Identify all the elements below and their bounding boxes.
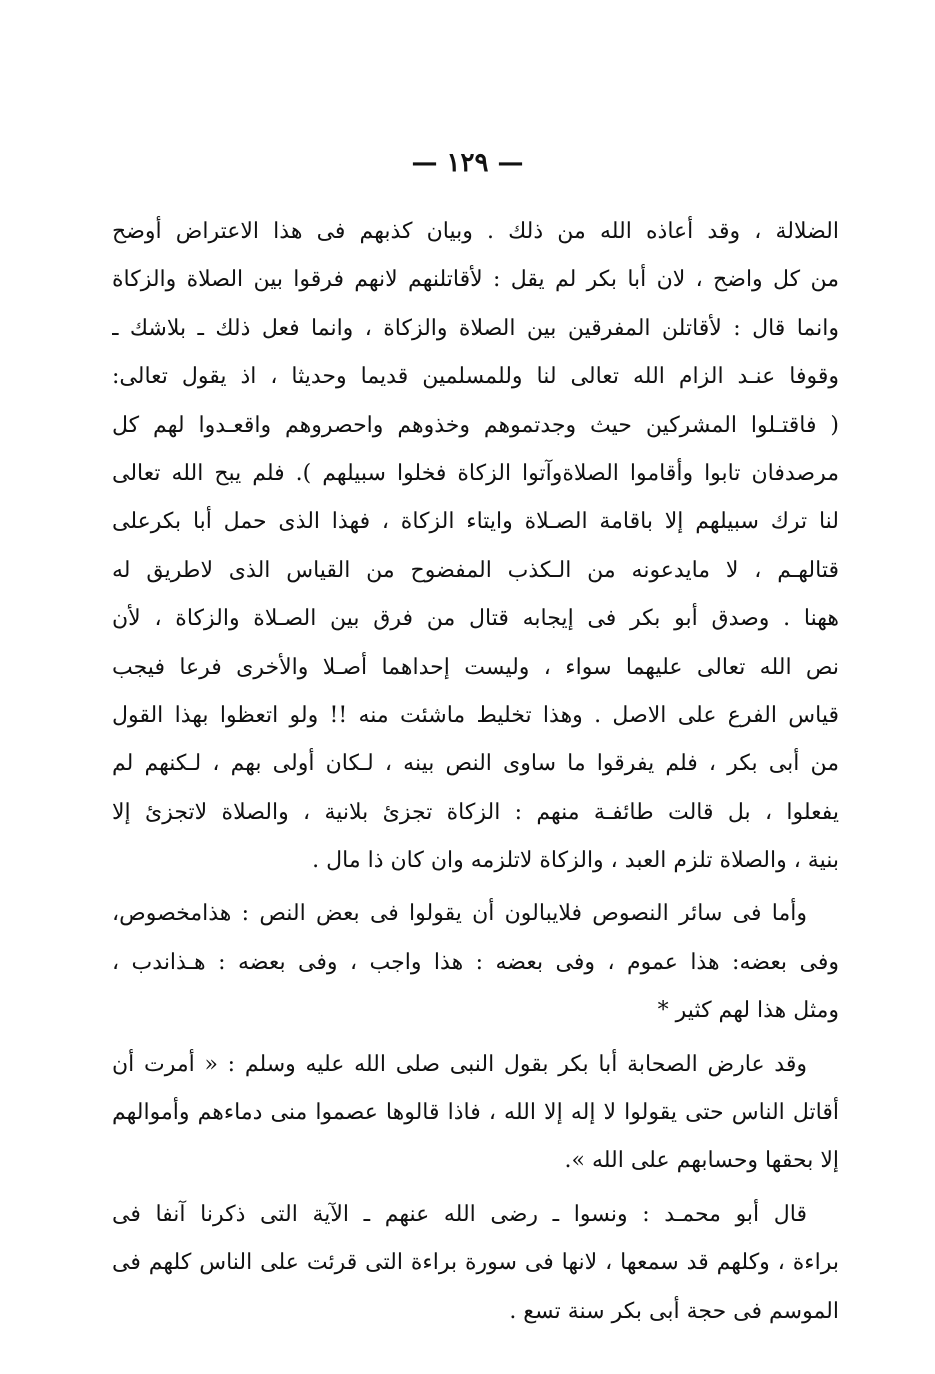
text-line: أقاتل الناس حتى يقولوا لا إله إلا الله ، فاذا قالوها عصموا منى دماءهم وأموالهم	[112, 1100, 839, 1126]
page-number: — ١٢٩ —	[411, 148, 524, 178]
text-line: من أبى بكر ، فلم يفرقوا ما ساوى النص بينه ، لـكان أولى بهم ، لـكنهم لم	[112, 751, 839, 777]
text-line: وقد عارض الصحابة أبا بكر بقول النبى صلى الله عليه وسلم : « أمرت أن	[112, 1051, 807, 1077]
text-line: وقوفا عنـد الزام الله تعالى لنا وللمسلمين قديما وحديثا ، اذ يقول تعالى:	[112, 364, 839, 390]
text-line: براءة ، وكلهم قد سمعها ، لانها فى سورة براءة التى قرئت على الناس كلهم فى	[112, 1250, 839, 1276]
text-line: قياس الفرع على الاصل . وهذا تخليط ماشئت منه !! ولو اتعظوا بهذا القول	[112, 702, 839, 728]
paragraph-2	[112, 890, 839, 1035]
text-line: من كل واضح ، لان أبا بكر لم يقل : لأقاتلنهم لانهم فرقوا بين الصلاة والزكاة	[112, 267, 839, 293]
paragraph-3	[112, 1041, 839, 1186]
text-line: قتالهـم ، لا مايدعونه من الـكذب المفضوح من القياس الذى لاطريق له	[112, 557, 839, 583]
text-line: ومثل هذا لهم كثير *	[657, 998, 839, 1024]
text-line: بنية ، والصلاة تلزم العبد ، والزكاة لاتلزمه وان كان ذا مال .	[312, 848, 839, 874]
text-line: وفى بعضه: هذا عموم ، وفى بعضه : هذا واجب ، وفى بعضه : هـذاندب ،	[112, 949, 839, 975]
text-line: إلا بحقها وحسابهم على الله ».	[564, 1148, 839, 1174]
text-line: يفعلوا ، بل قالت طائفـة منهم : الزكاة تجزئ بلانية ، والصلاة لاتجزئ إلا	[112, 799, 839, 825]
text-line: ( فاقتـلوا المشركين حيث وجدتموهم وخذوهم واحصروهم واقعـدوا لهم كل	[112, 412, 839, 438]
text-line: وانما قال : لأقاتلن المفرقين بين الصلاة والزكاة ، وانما فعل ذلك ـ بلاشك ـ	[112, 315, 839, 341]
text-line: لنا ترك سبيلهم إلا باقامة الصـلاة وايتاء الزكاة ، فهذا الذى حمل أبا بكرعلى	[112, 509, 839, 535]
text-line: ههنا . وصدق أبو بكر فى إيجابه قتال من فرق بين الصـلاة والزكاة ، لأن	[112, 606, 839, 632]
paragraph-4	[112, 1191, 839, 1336]
text-line: الضلالة ، وقد أعاذه الله من ذلك . وبيان كذبهم فى هذا الاعتراض أوضح	[112, 219, 839, 244]
text-line: وأما فى سائر النصوص فلايبالون أن يقولوا فى بعض النص : هذامخصوص،	[112, 901, 807, 927]
text-line: الموسم فى حجة أبى بكر سنة تسع .	[509, 1298, 839, 1324]
text-line: قال أبو محمـد : ونسوا ـ رضى الله عنهم ـ الآية التى ذكرنا آنفا فى	[112, 1201, 807, 1227]
text-line: نص الله تعالى عليهما سواء ، وليست إحداهما أصـلا والأخرى فرعا فيجب	[112, 654, 839, 680]
paragraph-1	[112, 208, 839, 885]
body-text	[112, 208, 839, 1336]
text-line: مرصدفان تابوا وأقاموا الصلاةوآتوا الزكاة فخلوا سبيلهم ). فلم يبح الله تعالى	[112, 460, 839, 486]
